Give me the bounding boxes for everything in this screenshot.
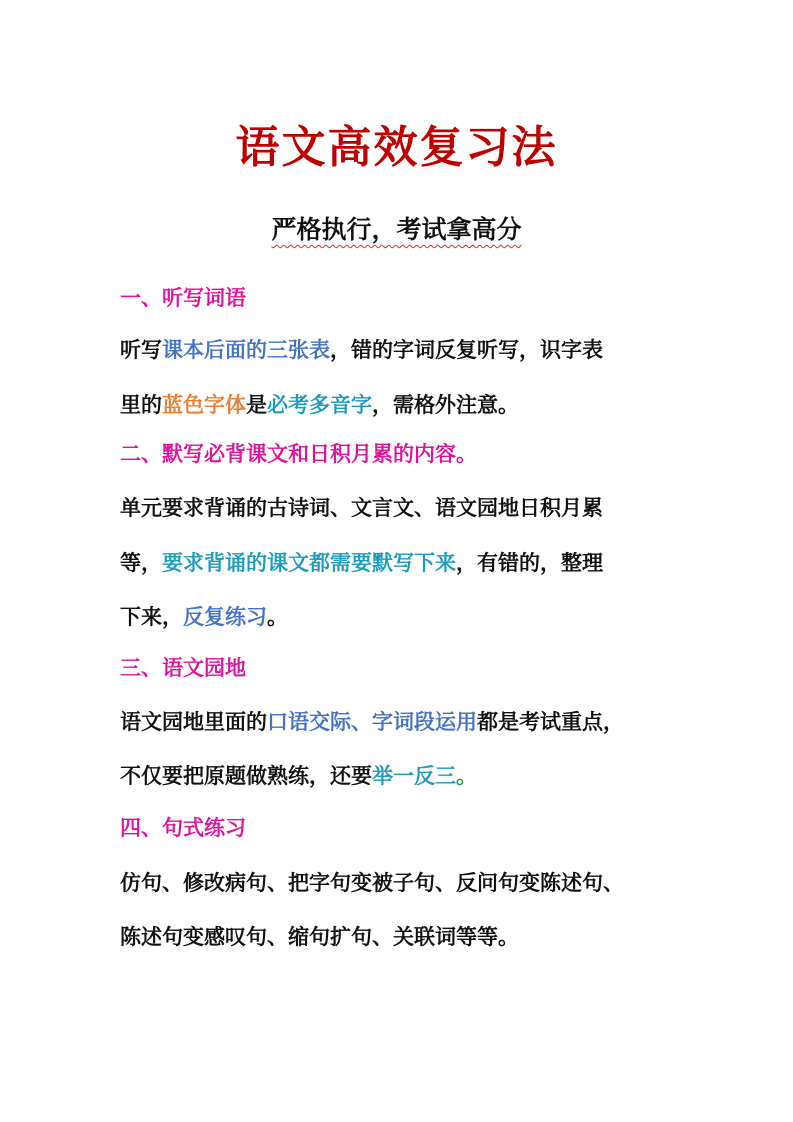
subtitle-row [0, 210, 793, 250]
text-run: ，需格外注意。 [372, 393, 519, 417]
text-run: 听写 [120, 338, 162, 362]
text-run: 是 [246, 393, 267, 417]
text-run: 。 [456, 764, 477, 788]
text-run: 仿句、修改病句、把字句变被子句、反问句变陈述句、 [120, 871, 624, 895]
text-run: 单元要求背诵的古诗词、文言文、语文园地日积月累 [120, 496, 603, 520]
text-run: 下来， [120, 605, 183, 629]
text-run: 语文园地里面的 [120, 710, 267, 734]
paragraph-line [120, 481, 680, 536]
highlight-text: 蓝色字体 [162, 393, 246, 417]
section-heading-dictation: 一、听写词语 [120, 286, 246, 310]
highlight-text: 要求背诵的课文都需要默写下来 [162, 551, 456, 575]
highlight-text: 反复练习 [183, 605, 267, 629]
highlight-text: 课本后面的三张表 [162, 338, 330, 362]
page-title: 语文高效复习法 [235, 122, 558, 173]
paragraph-line [120, 536, 680, 591]
highlight-text: 口语交际 [267, 710, 351, 734]
section-heading-recitation: 二、默写必背课文和日积月累的内容。 [120, 442, 477, 466]
text-run: ，错的字词反复听写，识字表 [330, 338, 603, 362]
paragraph-line [120, 695, 680, 750]
paragraph-line [120, 323, 680, 378]
text-run: 陈述句变感叹句、缩句扩句、关联词等等。 [120, 925, 519, 949]
highlight-text: 必考多音字 [267, 393, 372, 417]
paragraph-line [120, 856, 680, 911]
text-run: 里的 [120, 393, 162, 417]
text-run: 。 [267, 605, 288, 629]
text-run: 等， [120, 551, 162, 575]
highlight-text: 字词段运用 [372, 710, 477, 734]
text-run: ，有错的，整理 [456, 551, 603, 575]
text-run: 不仅要把原题做熟练，还要 [120, 764, 372, 788]
section-heading-chinese-garden: 三、语文园地 [120, 656, 246, 680]
paragraph-line [120, 910, 680, 965]
highlight-text: 举一反三 [372, 764, 456, 788]
highlight-text: 、 [351, 710, 372, 734]
text-run: 都是考试重点， [477, 710, 624, 734]
section-heading-sentence-practice: 四、句式练习 [120, 816, 246, 840]
page-subtitle: 严格执行，考试拿高分 [271, 215, 522, 244]
paragraph-line [120, 590, 680, 645]
paragraph-line [120, 749, 680, 804]
paragraph-line [120, 378, 680, 433]
